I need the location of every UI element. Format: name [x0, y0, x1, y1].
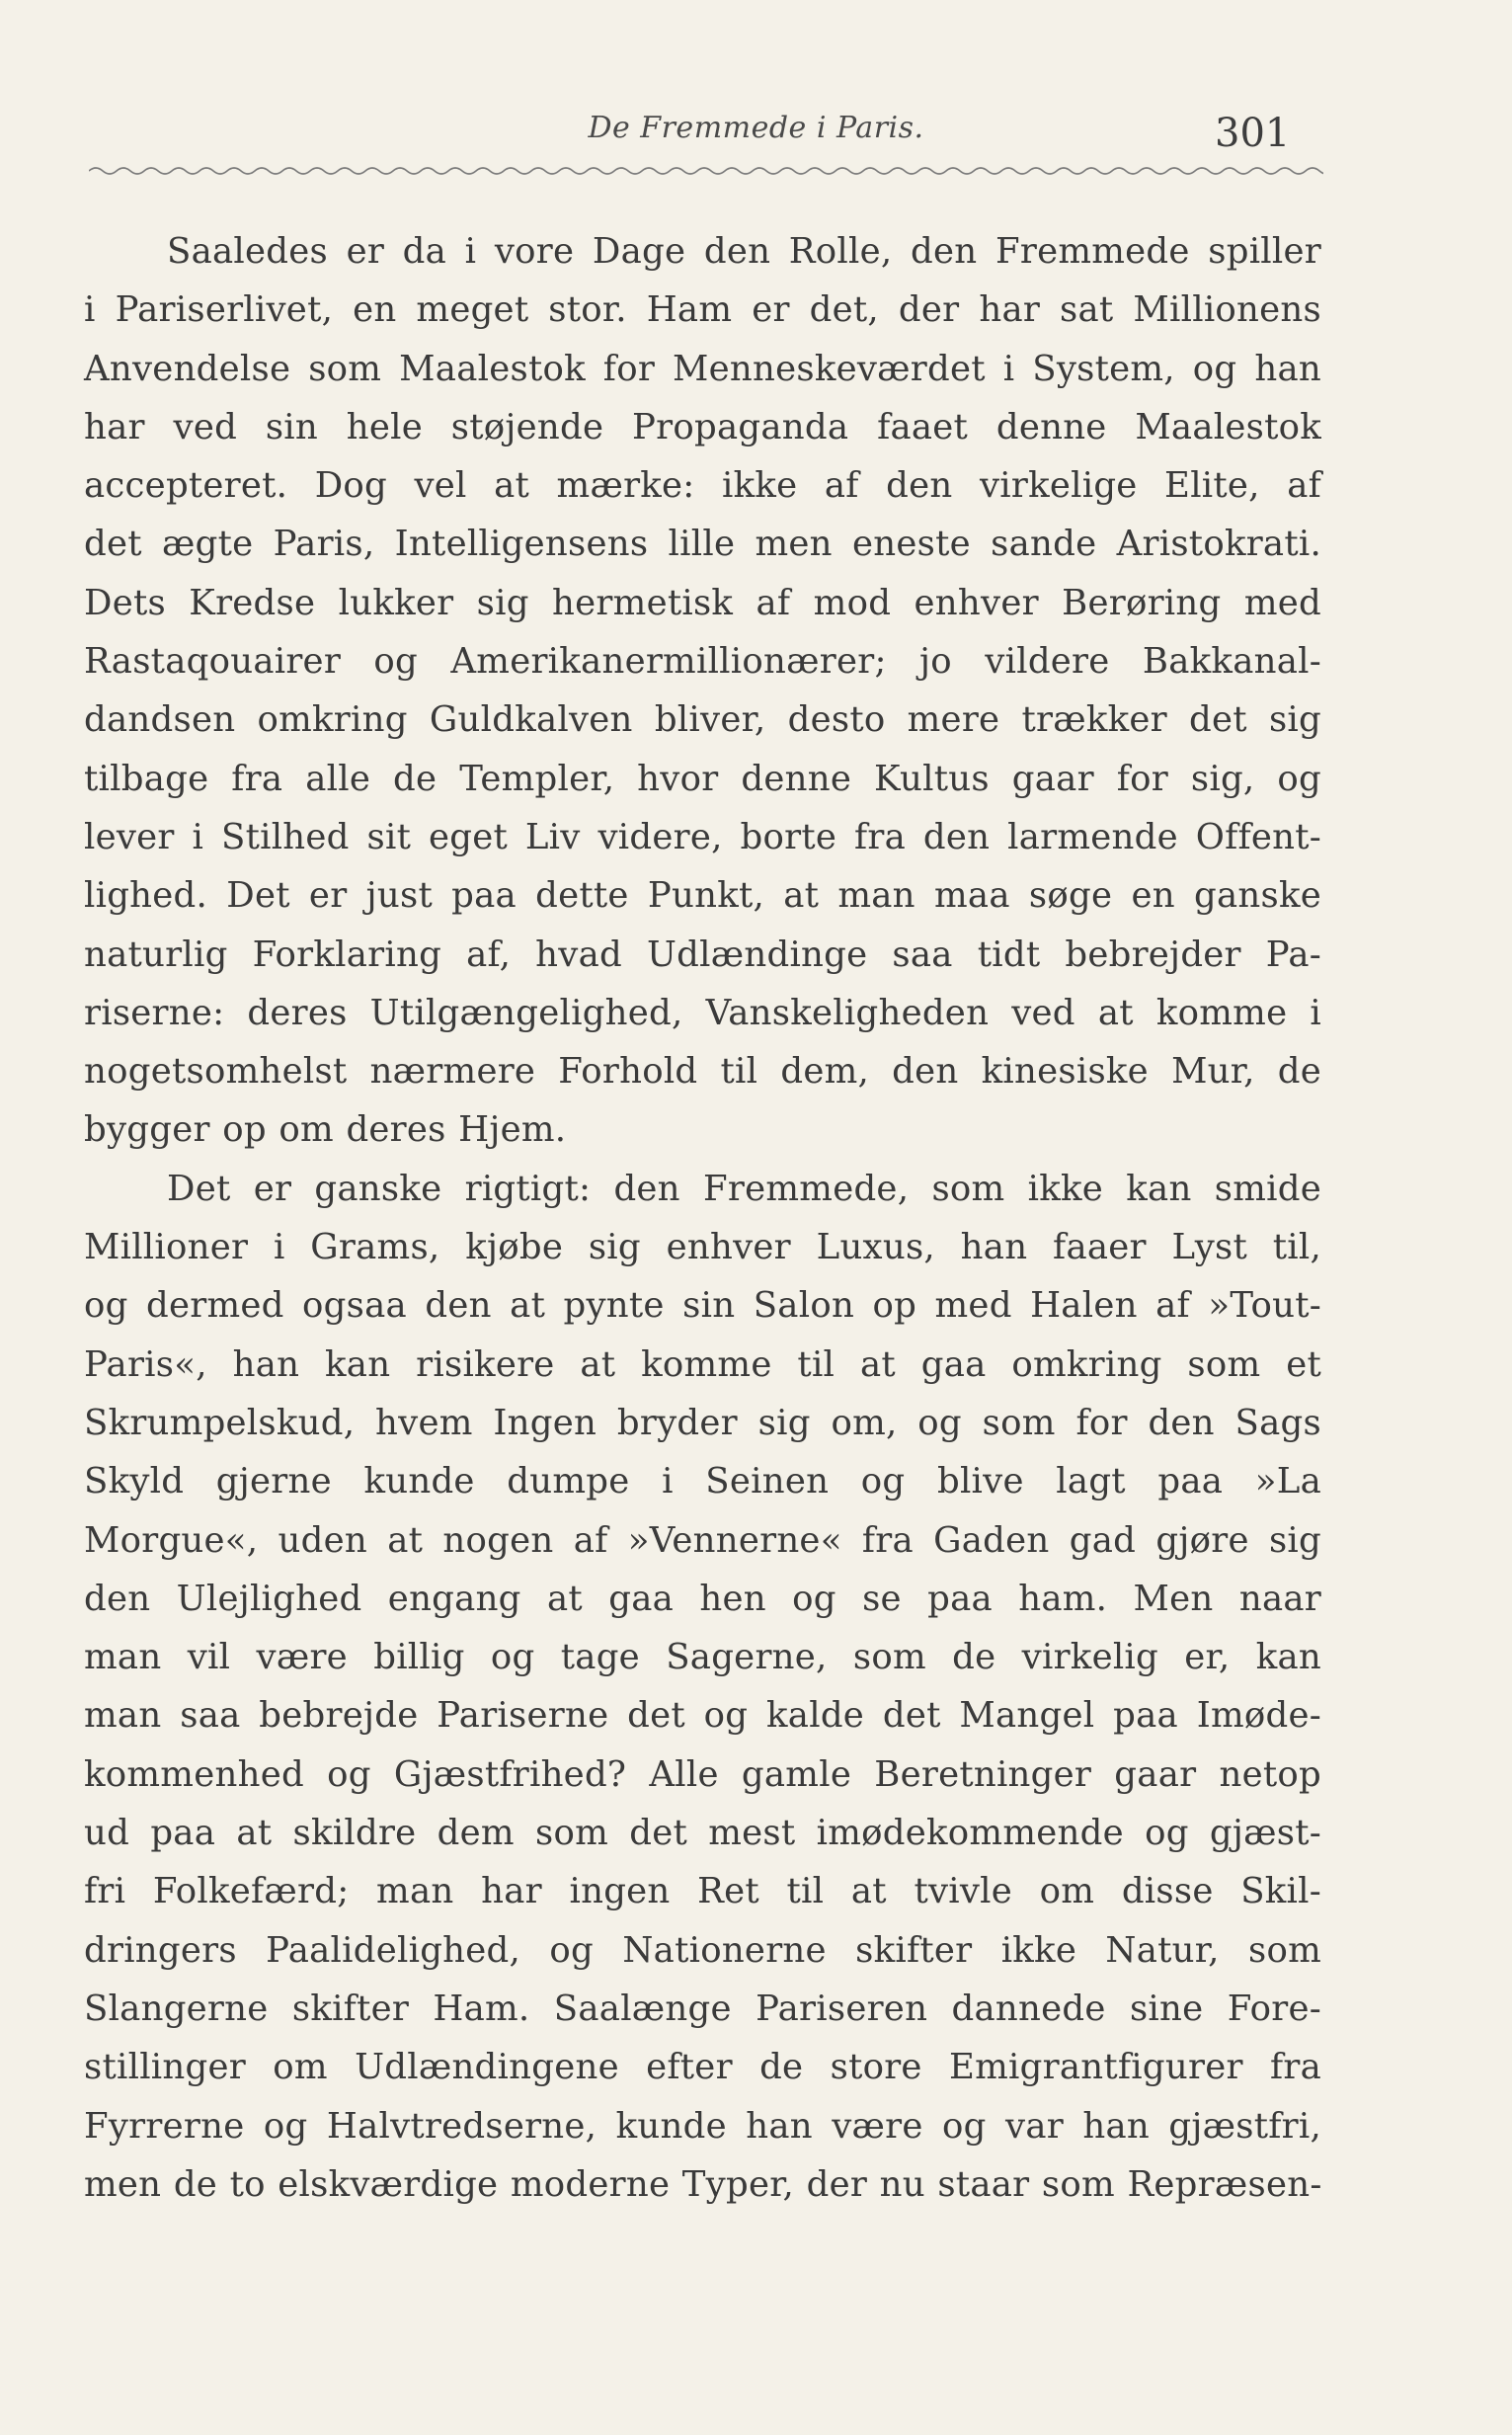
text-line: har ved sin hele støjende Propaganda faaet denne Maalestok: [84, 406, 1321, 447]
text-line: dandsen omkring Guldkalven bliver, desto mere trækker det sig: [84, 699, 1321, 741]
page-number: 301: [1215, 111, 1291, 156]
text-line: i Pariserlivet, en meget stor. Ham er det, der har sat Millionens: [84, 289, 1321, 331]
text-line: den Ulejlighed engang at gaa hen og se paa ham. Men naar: [84, 1578, 1321, 1619]
text-line: Morgue«, uden at nogen af »Vennerne« fra Gaden gad gjøre sig: [84, 1519, 1321, 1561]
text-line: Skrumpelskud, hvem Ingen bryder sig om, og som for den Sags: [84, 1402, 1321, 1443]
text-line: Fyrrerne og Halvtredserne, kunde han være og var han gjæstfri,: [84, 2105, 1321, 2147]
text-line: lever i Stilhed sit eget Liv videre, borte fra den larmende Offent-: [84, 816, 1321, 857]
text-line: Saaledes er da i vore Dage den Rolle, den Fremmede spiller: [167, 231, 1321, 272]
text-line: det ægte Paris, Intelligensens lille men eneste sande Aristokrati.: [84, 524, 1321, 565]
text-line: Skyld gjerne kunde dumpe i Seinen og blive lagt paa »La: [84, 1461, 1321, 1502]
text-line: accepteret. Dog vel at mærke: ikke af den virkelige Elite, af: [84, 465, 1321, 507]
text-line: Millioner i Grams, kjøbe sig enhver Luxus, han faaer Lyst til,: [84, 1227, 1321, 1268]
text-line: riserne: deres Utilgængelighed, Vanskeligheden ved at komme i: [84, 992, 1321, 1033]
text-line: man saa bebrejde Pariserne det og kalde det Mangel paa Imøde-: [84, 1695, 1321, 1737]
text-line: fri Folkefærd; man har ingen Ret til at tvivle om disse Skil-: [84, 1871, 1321, 1912]
text-line: kommenhed og Gjæstfrihed? Alle gamle Beretninger gaar netop: [84, 1753, 1321, 1795]
body-text: [84, 222, 1321, 2214]
text-line: og dermed ogsaa den at pynte sin Salon op med Halen af »Tout-: [84, 1285, 1321, 1327]
text-line: Paris«, han kan risikere at komme til at gaa omkring som et: [84, 1343, 1321, 1385]
text-line: Anvendelse som Maalestok for Menneskeværdet i System, og han: [84, 348, 1321, 389]
text-line: nogetsomhelst nærmere Forhold til dem, den kinesiske Mur, de: [84, 1051, 1321, 1093]
text-line: Slangerne skifter Ham. Saalænge Pariseren dannede sine Fore-: [84, 1988, 1321, 2029]
text-line: Det er ganske rigtigt: den Fremmede, som ikke kan smide: [167, 1168, 1321, 1209]
text-line: bygger op om deres Hjem.: [84, 1109, 567, 1151]
text-line: Rastaqouairer og Amerikanermillionærer; jo vildere Bakkanal-: [84, 641, 1321, 683]
text-line: naturlig Forklaring af, hvad Udlændinge saa tidt bebrejder Pa-: [84, 933, 1321, 975]
text-line: man vil være billig og tage Sagerne, som de virkelig er, kan: [84, 1637, 1321, 1678]
text-line: dringers Paalidelighed, og Nationerne skifter ikke Natur, som: [84, 1929, 1321, 1971]
text-line: ud paa at skildre dem som det mest imødekommende og gjæst-: [84, 1813, 1321, 1854]
text-line: Dets Kredse lukker sig hermetisk af mod enhver Berøring med: [84, 582, 1321, 623]
running-title: De Fremmede i Paris.: [588, 111, 924, 145]
text-line: tilbage fra alle de Templer, hvor denne Kultus gaar for sig, og: [84, 758, 1321, 799]
text-line: stillinger om Udlændingene efter de store Emigrantfigurer fra: [84, 2047, 1321, 2088]
text-line: men de to elskværdige moderne Typer, der nu staar som Repræsen-: [84, 2163, 1322, 2205]
text-line: lighed. Det er just paa dette Punkt, at man maa søge en ganske: [84, 875, 1321, 917]
ornamental-rule: [89, 163, 1323, 179]
